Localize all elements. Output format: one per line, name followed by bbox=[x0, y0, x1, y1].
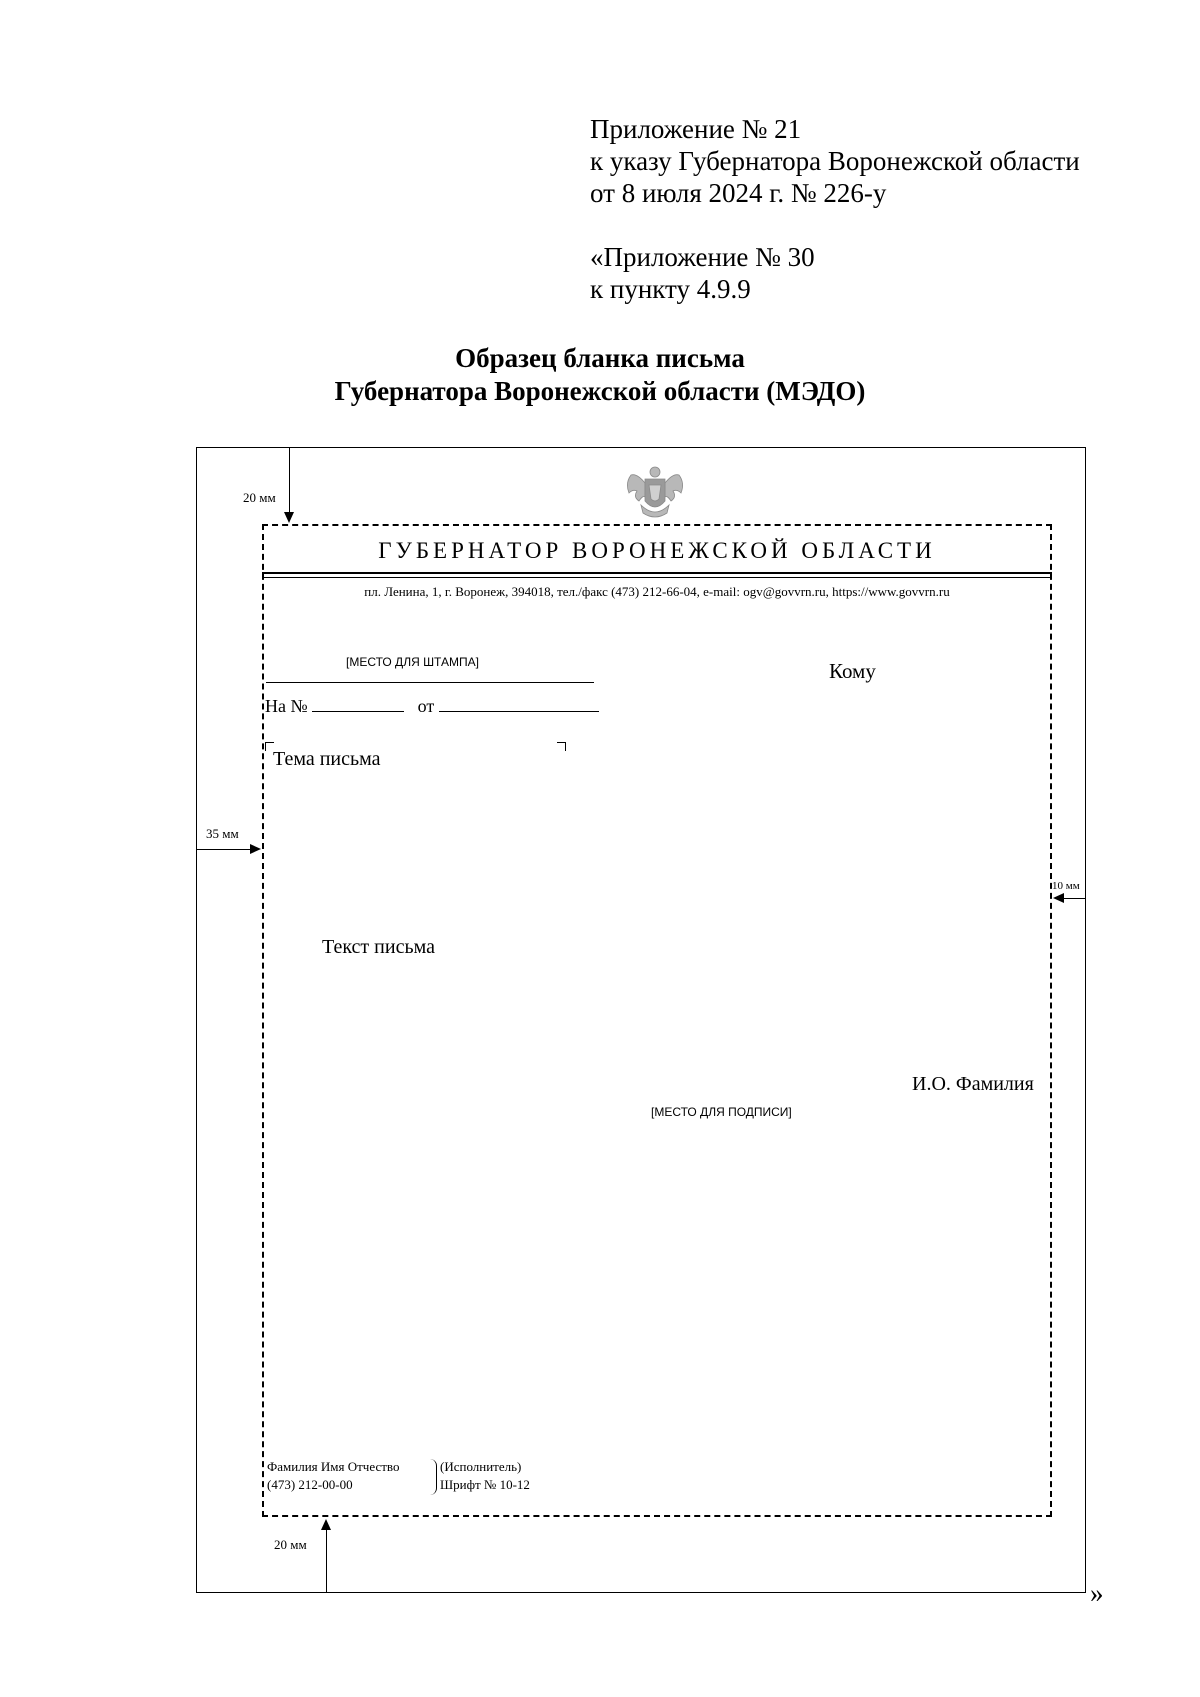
letter-subject: Тема письма bbox=[273, 748, 381, 770]
appendix-line-2: к указу Губернатора Воронежской области bbox=[590, 146, 1080, 176]
closing-quote: » bbox=[1090, 1578, 1104, 1608]
appendix-line-5: к пункту 4.9.9 bbox=[590, 274, 751, 304]
executor-role: (Исполнитель) bbox=[440, 1459, 522, 1474]
stamp-line bbox=[266, 682, 594, 683]
title-line-1: Образец бланка письма bbox=[455, 343, 745, 373]
top-margin-arrow-line bbox=[289, 448, 290, 513]
ref-number-field bbox=[312, 695, 404, 712]
appendix-line-1: Приложение № 21 bbox=[590, 114, 802, 144]
printable-area-frame bbox=[262, 524, 1052, 1517]
appendix-reference bbox=[590, 113, 1080, 305]
coat-of-arms-icon bbox=[623, 463, 687, 521]
executor-note bbox=[440, 1458, 530, 1494]
organization-name: ГУБЕРНАТОР ВОРОНЕЖСКОЙ ОБЛАСТИ bbox=[378, 538, 936, 563]
arrow-up-icon bbox=[321, 1519, 331, 1530]
arrow-right-icon bbox=[250, 844, 261, 854]
reference-number-line bbox=[265, 695, 599, 717]
executor-brace bbox=[430, 1459, 437, 1495]
bottom-margin-arrow-line bbox=[326, 1530, 327, 1593]
arrow-down-icon bbox=[284, 512, 294, 523]
right-margin-label: 10 мм bbox=[1052, 880, 1080, 892]
ref-from-label: от bbox=[417, 696, 435, 716]
title-line-2: Губернатора Воронежской области (МЭДО) bbox=[334, 376, 866, 406]
signature-placeholder: [МЕСТО ДЛЯ ПОДПИСИ] bbox=[651, 1105, 792, 1119]
appendix-line-3: от 8 июля 2024 г. № 226-у bbox=[590, 178, 887, 208]
right-margin-arrow-line bbox=[1064, 898, 1086, 899]
letterhead-rule-thin bbox=[262, 577, 1052, 578]
document-title bbox=[0, 342, 1200, 408]
bottom-margin-label: 20 мм bbox=[274, 1537, 307, 1552]
left-margin-label: 35 мм bbox=[206, 826, 239, 841]
signer-name: И.О. Фамилия bbox=[912, 1073, 1034, 1095]
ref-date-field bbox=[439, 695, 599, 712]
letterhead-rule-thick bbox=[262, 572, 1052, 574]
executor-phone: (473) 212-00-00 bbox=[267, 1477, 353, 1492]
arrow-left-icon bbox=[1053, 893, 1064, 903]
left-margin-arrow-line bbox=[197, 849, 250, 850]
appendix-line-4: «Приложение № 30 bbox=[590, 242, 815, 272]
top-margin-label: 20 мм bbox=[243, 490, 276, 505]
organization-address: пл. Ленина, 1, г. Воронеж, 394018, тел./факс (473) 212-66-04, e-mail: ogv@govvrn.ru, https://www.govvrn.ru bbox=[364, 584, 950, 599]
letter-body: Текст письма bbox=[322, 936, 435, 958]
ref-no-label: На № bbox=[265, 696, 308, 716]
recipient-label: Кому bbox=[829, 659, 876, 683]
executor-font: Шрифт № 10-12 bbox=[440, 1477, 530, 1492]
executor-name: Фамилия Имя Отчество bbox=[267, 1459, 400, 1474]
stamp-placeholder: [МЕСТО ДЛЯ ШТАМПА] bbox=[346, 655, 479, 669]
executor-info bbox=[267, 1458, 399, 1494]
subject-corner-right bbox=[557, 742, 566, 751]
